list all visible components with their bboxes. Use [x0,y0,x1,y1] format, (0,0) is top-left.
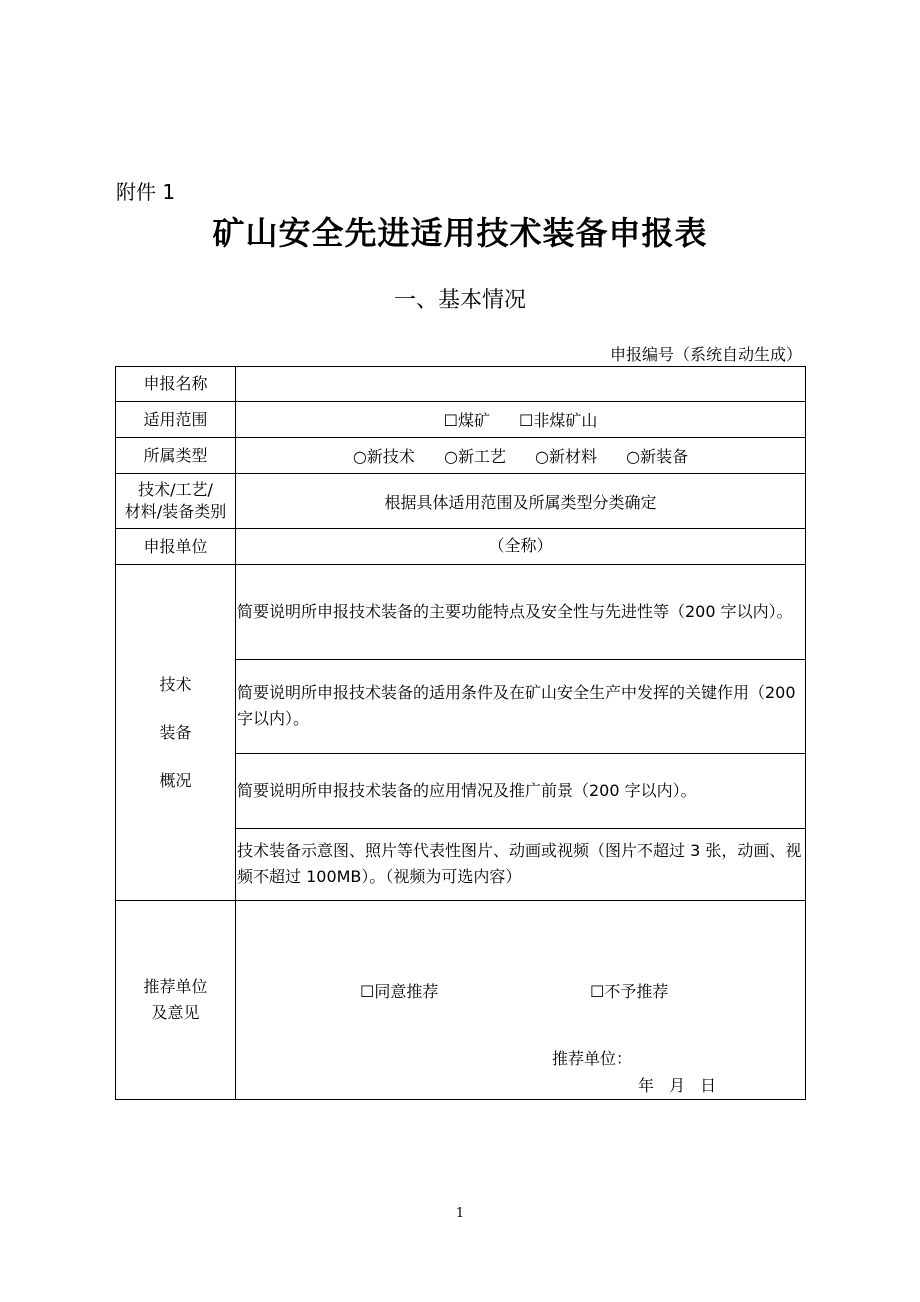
recommend-agree-checkbox[interactable]: ☐同意推荐 [360,982,439,1001]
overview-label [116,565,236,901]
type-options [236,438,806,474]
name-field[interactable] [236,367,806,402]
recommend-label [116,901,236,1100]
type-option-new-tech-radio[interactable]: ○新技术 [352,447,415,466]
scope-label: 适用范围 [116,402,236,438]
type-option-new-process-radio[interactable]: ○新工艺 [443,447,506,466]
overview-conditions-field[interactable]: 简要说明所申报技术装备的适用条件及在矿山安全生产中发挥的关键作用（200 字以内）。 [236,659,805,753]
recommend-cell [236,901,806,1100]
recommend-label-line1: 推荐单位 [143,977,208,996]
category-field[interactable]: 根据具体适用范围及所属类型分类确定 [236,474,806,529]
category-label-line2: 材料/装备类别 [124,502,227,521]
scope-option-coal-checkbox[interactable]: ☐煤矿 [443,411,490,430]
page-title: 矿山安全先进适用技术装备申报表 [212,214,708,252]
overview-label-line2: 装备 [159,722,192,742]
overview-features-field[interactable]: 简要说明所申报技术装备的主要功能特点及安全性与先进性等（200 字以内）。 [236,565,805,659]
recommend-label-line2: 及意见 [151,1003,200,1022]
page-number: 1 [455,1206,465,1221]
application-code-note: 申报编号（系统自动生成） [609,345,802,364]
category-label-line1: 技术/工艺/ [138,480,213,499]
type-option-new-equipment-radio[interactable]: ○新装备 [626,447,689,466]
scope-options [236,402,806,438]
type-option-new-material-radio[interactable]: ○新材料 [535,447,598,466]
section-heading: 一、基本情况 [393,288,526,313]
unit-field[interactable]: （全称） [236,529,806,565]
category-label [116,474,236,529]
overview-label-line3: 概况 [159,770,192,790]
recommend-disagree-checkbox[interactable]: ☐不予推荐 [590,982,669,1001]
overview-cell [236,565,806,901]
recommend-date: 年 月 日 [638,1076,717,1095]
overview-application-field[interactable]: 简要说明所申报技术装备的应用情况及推广前景（200 字以内）。 [236,753,805,828]
overview-media-field[interactable]: 技术装备示意图、照片等代表性图片、动画或视频（图片不超过 3 张，动画、视频不超过 100MB）。（视频为可选内容） [237,840,802,886]
recommend-unit-label: 推荐单位： [552,1049,633,1068]
name-label: 申报名称 [116,367,236,402]
overview-label-line1: 技术 [159,674,192,694]
scope-option-noncoal-checkbox[interactable]: ☐非煤矿山 [519,411,598,430]
type-label: 所属类型 [116,438,236,474]
attachment-label: 附件 1 [116,180,176,204]
unit-label: 申报单位 [116,529,236,565]
application-form-table [115,366,806,1100]
overview-subtable [236,565,805,899]
